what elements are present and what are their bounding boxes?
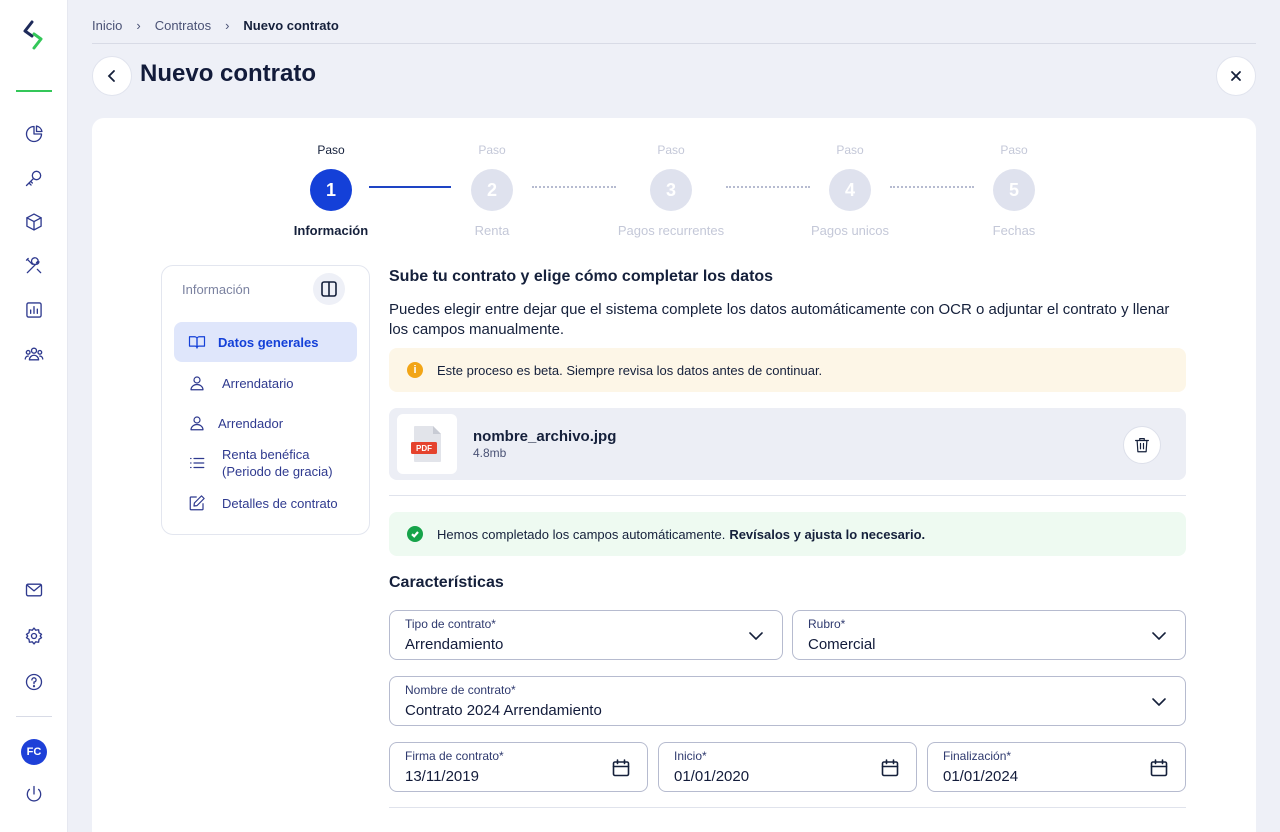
step-kicker: Paso	[478, 143, 506, 157]
step-3[interactable]	[591, 143, 751, 238]
step-1[interactable]	[251, 143, 411, 238]
user-icon	[188, 374, 206, 392]
page-title: Nuevo contrato	[140, 60, 317, 87]
nav-item-label: Arrendador	[218, 415, 284, 431]
breadcrumb-contratos[interactable]: Contratos	[154, 18, 212, 33]
step-kicker: Paso	[1000, 143, 1028, 157]
power-logout-icon[interactable]	[22, 782, 46, 806]
step-5[interactable]	[934, 143, 1094, 238]
sidebar	[0, 0, 68, 832]
field-value: Arrendamiento	[405, 636, 504, 653]
step-number: 2	[471, 169, 513, 211]
rubro-select[interactable]	[792, 610, 1186, 660]
help-question-icon[interactable]	[22, 670, 46, 694]
nav-item-arrendador[interactable]	[174, 411, 357, 435]
step-number: 3	[650, 169, 692, 211]
header-divider	[92, 43, 1256, 44]
edit-icon	[188, 494, 206, 512]
chevron-down-icon	[746, 626, 766, 646]
field-label: Nombre de contrato*	[405, 683, 516, 697]
breadcrumb-current: Nuevo contrato	[243, 18, 339, 33]
close-icon	[1230, 70, 1242, 82]
upload-title: Sube tu contrato y elige cómo completar los datos	[389, 268, 774, 285]
chevron-right-icon: ›	[136, 18, 141, 33]
nav-item-renta-benefica[interactable]	[174, 446, 357, 480]
pdf-badge: PDF	[416, 444, 432, 453]
firma-contrato-date[interactable]	[389, 742, 648, 792]
field-value: 01/01/2024	[943, 768, 1019, 785]
field-label: Inicio*	[674, 749, 707, 763]
trash-icon	[1133, 436, 1151, 454]
field-label: Tipo de contrato*	[405, 617, 496, 631]
step-label: Pagos recurrentes	[617, 223, 725, 238]
step-label: Pagos unicos	[810, 223, 890, 238]
users-group-icon[interactable]	[22, 342, 46, 366]
uploaded-file-card	[389, 408, 1186, 480]
brand-logo	[22, 20, 44, 50]
file-thumbnail	[397, 414, 457, 474]
settings-gear-icon[interactable]	[22, 624, 46, 648]
step-4[interactable]	[770, 143, 930, 238]
delete-file-button[interactable]	[1123, 426, 1161, 464]
tipo-contrato-select[interactable]	[389, 610, 783, 660]
dashboard-pie-icon[interactable]	[22, 122, 46, 146]
file-size: 4.8mb	[473, 446, 507, 460]
sidebar-panel-icon	[320, 280, 338, 298]
success-notice-bold: Revísalos y ajusta lo necesario.	[729, 526, 926, 542]
caracteristicas-title: Características	[389, 574, 504, 591]
step-label: Información	[293, 223, 369, 238]
step-label: Fechas	[992, 223, 1036, 238]
cube-icon[interactable]	[22, 210, 46, 234]
step-kicker: Paso	[836, 143, 864, 157]
chevron-down-icon	[1149, 692, 1169, 712]
field-label: Rubro*	[808, 617, 846, 631]
finalizacion-date[interactable]	[927, 742, 1186, 792]
section-divider	[389, 807, 1186, 808]
chevron-down-icon	[1149, 626, 1169, 646]
inicio-date[interactable]	[658, 742, 917, 792]
step-kicker: Paso	[657, 143, 685, 157]
step-kicker: Paso	[317, 143, 345, 157]
list-icon	[188, 454, 206, 472]
nav-item-datos-generales[interactable]	[174, 322, 357, 362]
key-icon[interactable]	[22, 166, 46, 190]
logo-underline	[16, 90, 52, 92]
book-open-icon	[188, 333, 206, 351]
field-label: Finalización*	[943, 749, 1012, 763]
user-avatar[interactable]	[21, 739, 47, 765]
info-warning-icon: i	[407, 362, 423, 378]
field-value: 01/01/2020	[674, 768, 750, 785]
main-card	[92, 118, 1256, 832]
chevron-left-icon	[104, 68, 120, 84]
nav-item-label: Datos generales	[218, 334, 319, 350]
step-number: 4	[829, 169, 871, 211]
calendar-icon	[1149, 758, 1169, 778]
user-icon	[188, 414, 206, 432]
close-button[interactable]	[1216, 56, 1256, 96]
beta-notice-text: Este proceso es beta. Siempre revisa los datos antes de continuar.	[437, 362, 823, 378]
file-name: nombre_archivo.jpg	[473, 428, 617, 445]
panel-toggle-button[interactable]	[313, 273, 345, 305]
nombre-contrato-select[interactable]	[389, 676, 1186, 726]
breadcrumb	[92, 18, 339, 33]
mail-icon[interactable]	[22, 578, 46, 602]
avatar-initials: FC	[26, 746, 42, 758]
tools-icon[interactable]	[22, 254, 46, 278]
chevron-right-icon: ›	[225, 18, 230, 33]
info-panel-title: Información	[182, 282, 250, 297]
step-label: Renta	[474, 223, 510, 238]
nav-item-label: Detalles de contrato	[222, 495, 338, 511]
check-circle-icon	[407, 526, 423, 542]
field-label: Firma de contrato*	[405, 749, 504, 763]
success-notice-text: Hemos completado los campos automáticamente.	[437, 526, 726, 542]
success-notice	[389, 512, 1186, 556]
section-divider	[389, 495, 1186, 496]
calendar-icon	[880, 758, 900, 778]
nav-item-label: Arrendatario	[222, 375, 294, 391]
upload-description: Puedes elegir entre dejar que el sistema complete los datos automáticamente con OCR o adjuntar el contrato y llenar los campos manualmente.	[389, 301, 1170, 338]
field-value: 13/11/2019	[405, 768, 479, 785]
breadcrumb-inicio[interactable]: Inicio	[92, 18, 123, 33]
field-value: Comercial	[808, 636, 876, 653]
calendar-icon	[611, 758, 631, 778]
step-2[interactable]	[412, 143, 572, 238]
beta-notice	[389, 348, 1186, 392]
step-number: 5	[993, 169, 1035, 211]
step-number: 1	[310, 169, 352, 211]
pdf-file-icon	[411, 425, 443, 463]
report-chart-icon[interactable]	[22, 298, 46, 322]
back-button[interactable]	[92, 56, 132, 96]
sidebar-divider	[16, 716, 52, 717]
nav-item-label: Renta benéfica (Periodo de gracia)	[222, 447, 333, 479]
info-nav-panel	[161, 265, 370, 535]
nav-item-detalles-contrato[interactable]	[174, 491, 357, 515]
nav-item-arrendatario[interactable]	[174, 371, 357, 395]
field-value: Contrato 2024 Arrendamiento	[405, 702, 602, 719]
